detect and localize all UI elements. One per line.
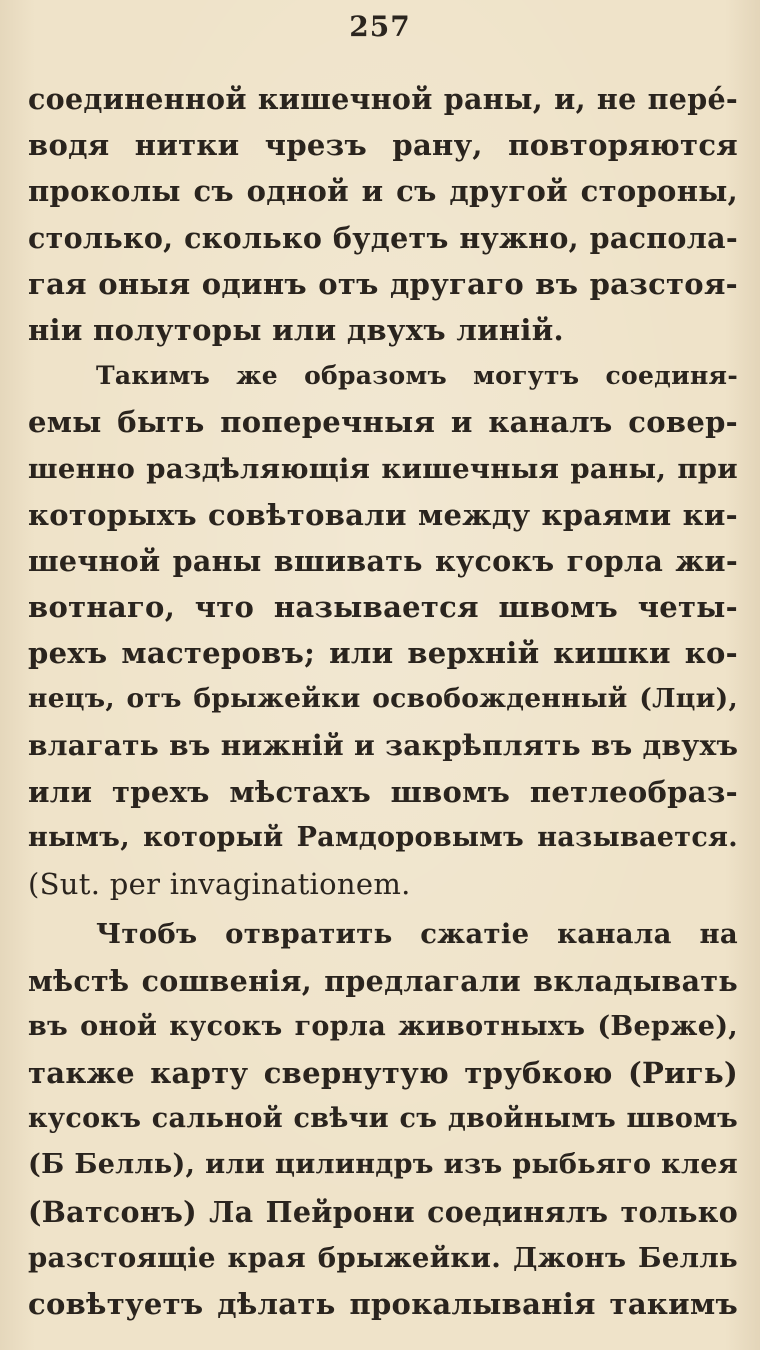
- text-line: (Б Белль), или цилиндръ изъ рыбьяго клея: [28, 1149, 738, 1181]
- text-line: (Sut. per invaginationem.: [28, 867, 411, 902]
- text-line: влагать въ нижнiй и закрѣплять въ двухъ: [28, 728, 739, 762]
- text-line: нымъ, который Рамдоровымъ называется.: [28, 822, 738, 853]
- text-line: (Ватсонъ) Ла Пейрони соединялъ только: [28, 1194, 738, 1229]
- text-line: шенно раздѣляющiя кишечныя раны, при: [28, 452, 738, 485]
- text-line: совѣтуетъ дѣлать прокалыванiя такимъ: [28, 1286, 738, 1321]
- text-line: Чтобъ отвратить сжатiе канала на: [96, 918, 738, 951]
- text-line: также карту свернутую трубкою (Ригь): [28, 1055, 738, 1090]
- text-line: соединенной кишечной раны, и, не перé-: [28, 82, 738, 116]
- text-line: рехъ мастеровъ; или верхнiй кишки ко-: [28, 636, 738, 671]
- text-line: мѣстѣ сошвенiя, предлагали вкладывать: [28, 963, 738, 998]
- text-line: нецъ, отъ брыжейки освобожденный (Лци),: [28, 683, 738, 715]
- text-line: столько, сколько будетъ нужно, распола-: [28, 220, 738, 255]
- text-line: разстоящiе края брыжейки. Джонъ Белль: [28, 1241, 738, 1274]
- text-line: вотнаго, что называется швомъ четы-: [28, 590, 738, 625]
- text-line: емы быть поперечныя и каналъ совер-: [28, 405, 738, 440]
- text-line: нiи полуторы или двухъ линiй.: [28, 312, 564, 347]
- text-line: или трехъ мѣстахъ швомъ петлеобраз-: [28, 774, 738, 809]
- text-line: кусокъ сальной свѣчи съ двойнымъ швомъ: [28, 1103, 738, 1135]
- page-text: [28, 76, 738, 1327]
- text-line: Такимъ же образомъ могутъ соединя-: [96, 361, 738, 391]
- text-line: которыхъ совѣтовали между краями ки-: [28, 497, 738, 532]
- text-line: въ оной кусокъ горла животныхъ (Верже),: [28, 1010, 738, 1042]
- text-line: шечной раны вшивать кусокъ горла жи-: [28, 543, 738, 578]
- text-line: проколы съ одной и съ другой стороны,: [28, 174, 738, 209]
- text-line: гая оныя одинъ отъ другаго въ разстоя-: [28, 266, 738, 301]
- page-number: 257: [349, 10, 411, 43]
- text-line: водя нитки чрезъ рану, повторяются: [28, 128, 738, 163]
